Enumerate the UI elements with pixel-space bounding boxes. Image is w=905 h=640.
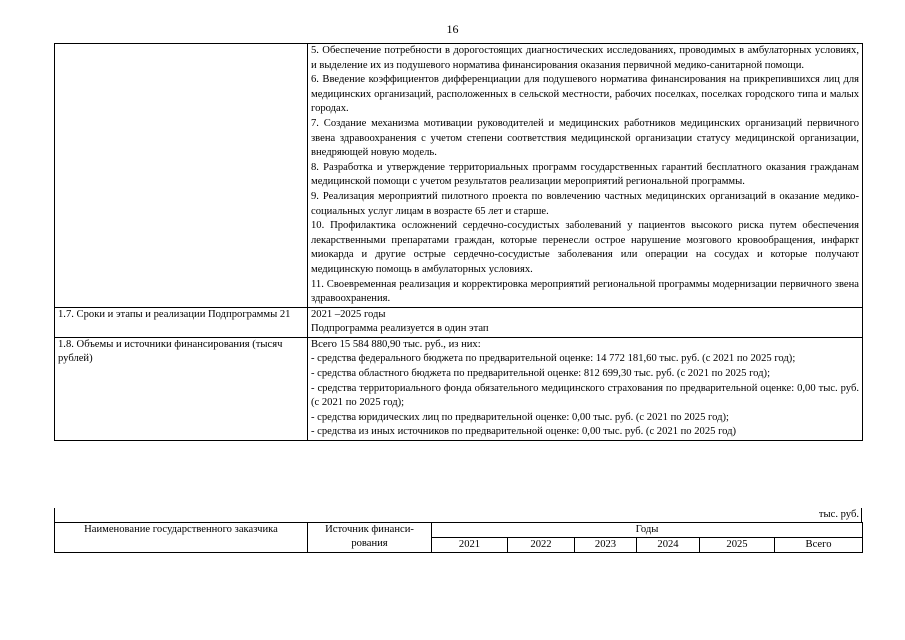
task-item: 7. Создание механизма мотивации руководителей и медицинских работников медицинских организаций первичного звена здравоохранения с учетом степени соответствия медицинской организации статусу медицинской организации, внедряющей новую модель.: [311, 117, 859, 159]
year-cell: 2021: [432, 538, 508, 553]
task-item: 5. Обеспечение потребности в дорогостоящих диагностических исследованиях, проводимых в амбулаторных условиях, и выделение их из подушевого норматива финансирования оказания первичной медико-санитарной помощи.: [311, 45, 859, 71]
unit-label: тыс. руб.: [818, 509, 859, 520]
fin-col-customer: Наименование государственного заказчика: [55, 523, 308, 553]
terms-row: [55, 307, 863, 337]
task-item: 11. Своевременная реализация и корректировка мероприятий региональной программы модернизации первичного звена здравоохранения.: [311, 278, 859, 305]
page-number: 16: [446, 22, 459, 36]
year-cell: 2025: [700, 538, 775, 553]
terms-stage: Подпрограмма реализуется в один этап: [311, 323, 489, 335]
year-cell: 2022: [508, 538, 575, 553]
year-cell: 2023: [575, 538, 637, 553]
total-cell: Всего: [775, 538, 863, 553]
funding-line: Всего 15 584 880,90 тыс. руб., из них:: [311, 338, 481, 350]
terms-value: [308, 307, 863, 337]
funding-row: [55, 337, 863, 440]
financing-table: [54, 522, 863, 553]
task-item: 6. Введение коэффициентов дифференциации для подушевого норматива финансирования на прикрепившихся лиц для медицинских организаций, расположенных в сельской местности, рабочих поселках, поселках городского типа и малых городах.: [311, 74, 859, 115]
tasks-row: [55, 44, 863, 308]
fin-col-years: Годы: [432, 523, 863, 538]
funding-line: - средства федерального бюджета по предварительной оценке: 14 772 181,60 тыс. руб. (с 2021 по 2025 год);: [311, 353, 796, 365]
funding-line: - средства юридических лиц по предварительной оценке: 0,00 тыс. руб. (с 2021 по 2025 год);: [311, 411, 729, 423]
fin-col-source: Источник финанси-рования: [308, 523, 432, 553]
terms-years: 2021 –2025 годы: [311, 308, 386, 320]
funding-line: - средства территориального фонда обязательного медицинского страхования по предварительной оценке: 0,00 тыс. руб. (с 2021 по 2025 год);: [311, 382, 859, 409]
funding-line: - средства из иных источников по предварительной оценке: 0,00 тыс. руб. (с 2021 по 2025 год): [311, 426, 737, 438]
task-item: 8. Разработка и утверждение территориальных программ государственных гарантий бесплатного оказания гражданам медицинской помощи с учетом результатов реализации мероприятий региональной программы.: [311, 161, 859, 188]
funding-line: - средства областного бюджета по предварительной оценке: 812 699,30 тыс. руб. (с 2021 по 2025 год);: [311, 368, 771, 380]
tasks-label-cell: [55, 44, 308, 308]
task-item: 9. Реализация мероприятий пилотного проекта по вовлечению частных медицинских организаций в оказание медико-социальных услуг лицам в возрасте 65 лет и старше.: [311, 190, 859, 217]
terms-label: 1.7. Сроки и этапы и реализации Подпрограммы 21: [55, 307, 308, 337]
task-item: 10. Профилактика осложнений сердечно-сосудистых заболеваний у пациентов высокого риска путем обеспечения лекарственными препаратами граждан, которые перенесли острое нарушение мозгового кровообращения, инфаркт миокарда и другие острые сердечно-сосудистые заболевания или операции на сосудах и которые получают медицинскую помощь в амбулаторных условиях.: [311, 220, 859, 275]
passport-table: [54, 43, 863, 441]
fin-header-row: [55, 523, 863, 538]
funding-label: 1.8. Объемы и источники финансирования (тысяч рублей): [55, 337, 308, 440]
funding-value: [308, 337, 863, 440]
year-cell: 2024: [637, 538, 700, 553]
tasks-cell: [308, 44, 863, 308]
